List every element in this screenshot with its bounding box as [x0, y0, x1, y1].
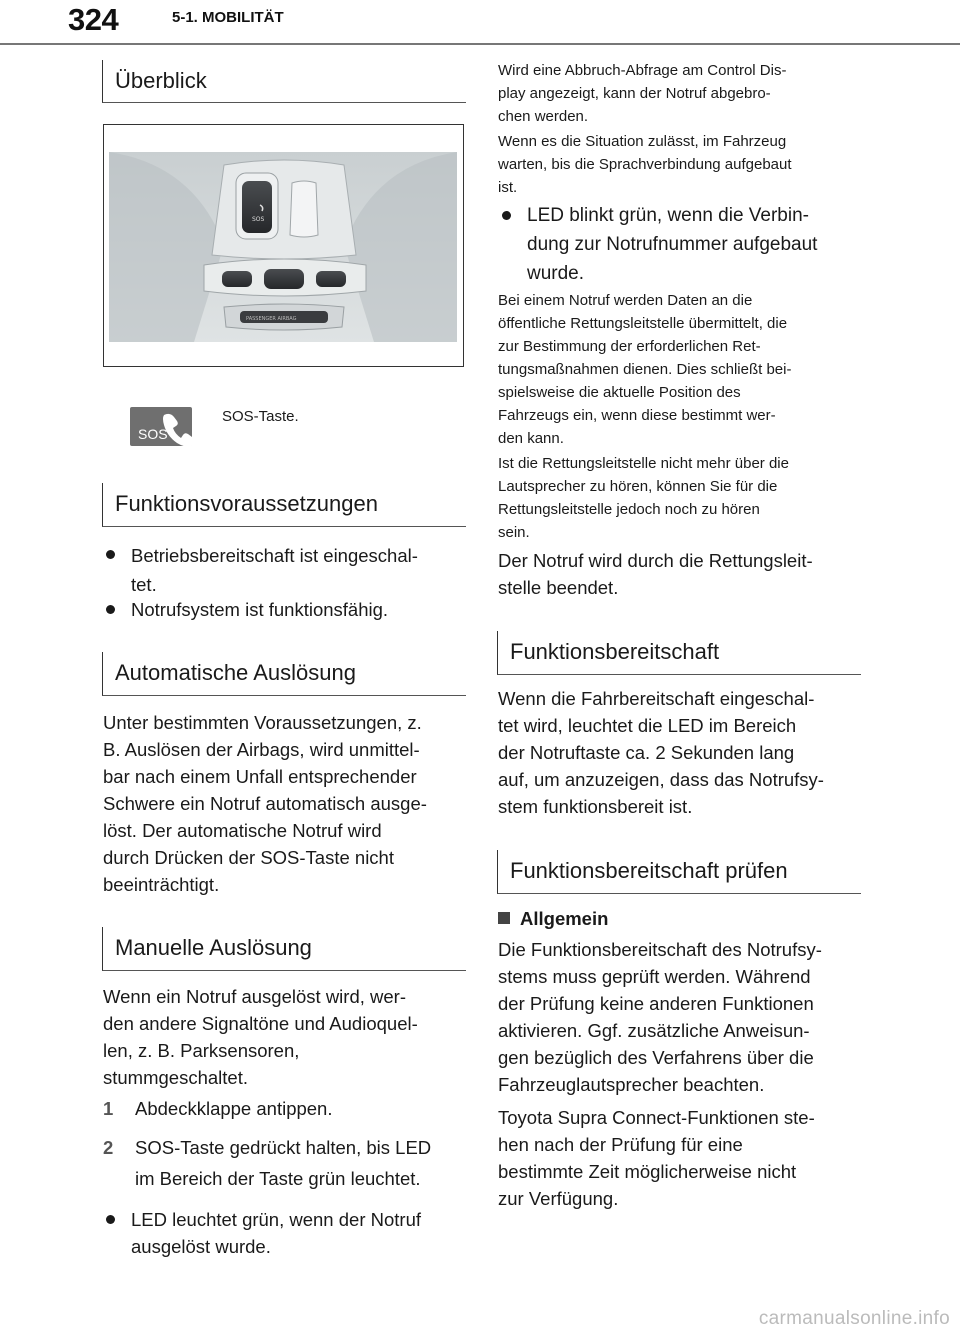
heading-requirements: [102, 483, 466, 527]
text-line: durch Drücken der SOS-Taste nicht: [103, 847, 394, 868]
text-line: Wenn ein Notruf ausgelöst wird, wer-: [103, 986, 406, 1007]
text-line: Die Funktionsbereitschaft des Notrufsy-: [498, 939, 822, 960]
manual-trigger-text: [103, 983, 418, 1091]
heading-overview: [102, 60, 466, 103]
heading-overview-label: Überblick: [115, 68, 207, 93]
heading-readiness: [497, 631, 861, 675]
step-2-line-1: SOS-Taste gedrückt halten, bis LED: [135, 1137, 432, 1158]
overhead-console-illustration: [103, 124, 464, 367]
overhead-console-image: [104, 125, 462, 365]
section-title: 5-1. MOBILITÄT: [172, 9, 284, 26]
heading-readiness-label: Funktionsbereitschaft: [510, 639, 720, 664]
text-line: den kann.: [498, 430, 564, 447]
svg-text:PASSENGER AIRBAG: PASSENGER AIRBAG: [246, 316, 297, 322]
text-line: Ist die Rettungsleitstelle nicht mehr über die: [498, 455, 789, 472]
sos-icon-label: SOS: [138, 426, 168, 442]
text-line: der Prüfung keine anderen Funktionen: [498, 993, 814, 1014]
text-line: Wenn es die Situation zulässt, im Fahrzeug: [498, 133, 787, 150]
text-line: beeinträchtigt.: [103, 874, 220, 895]
subheading-general: [498, 905, 608, 932]
text-line: Bei einem Notruf werden Daten an die: [498, 292, 753, 309]
text-line: Der Notruf wird durch die Rettungsleit-: [498, 550, 813, 571]
heading-manual-trigger: [102, 927, 466, 971]
step-2-line-2: im Bereich der Taste grün leuchtet.: [135, 1168, 421, 1189]
text-line: löst. Der automatische Notruf wird: [103, 820, 382, 841]
text-line: bestimmte Zeit möglicherweise nicht: [498, 1161, 797, 1182]
step-number: 2: [103, 1137, 114, 1158]
text-line: Schwere ein Notruf automatisch ausge-: [103, 793, 427, 814]
text-line: ist.: [498, 179, 518, 196]
text-line: B. Auslösen der Airbags, wird unmittel-: [103, 739, 420, 760]
text-line: Rettungsleitstelle jedoch noch zu hören: [498, 501, 760, 518]
text-line: Unter bestimmten Voraussetzungen, z.: [103, 712, 422, 733]
svg-text:SOS: SOS: [252, 216, 265, 223]
led-lit-line-1: LED leuchtet grün, wenn der Notruf: [131, 1209, 421, 1230]
text-line: gen bezüglich des Verfahrens über die: [498, 1047, 814, 1068]
connect-text: [498, 1104, 815, 1212]
heading-check-label: Funktionsbereitschaft prüfen: [510, 858, 788, 883]
led-blink-line-3: wurde.: [527, 263, 585, 284]
text-line: den andere Signaltöne und Audioquel-: [103, 1013, 418, 1034]
requirement-1-line-2: tet.: [131, 574, 157, 595]
text-line: der Notruftaste ca. 2 Sekunden lang: [498, 742, 795, 763]
speaker-text: [498, 452, 789, 544]
call-end-text: [498, 547, 813, 601]
text-line: Wird eine Abbruch-Abfrage am Control Dis-: [498, 62, 787, 79]
text-line: zur Verfügung.: [498, 1188, 619, 1209]
sos-caption: SOS-Taste.: [222, 408, 299, 425]
step-1-line-1: Abdeckklappe antippen.: [135, 1098, 333, 1119]
led-blink-line-1: LED blinkt grün, wenn die Verbin-: [527, 205, 809, 226]
watermark[interactable]: carmanualsonline.info: [758, 1308, 950, 1329]
requirement-2-line-1: Notrufsystem ist funktionsfähig.: [131, 599, 389, 620]
heading-readiness-check: [497, 850, 861, 894]
text-line: Fahrzeuglautsprecher beachten.: [498, 1074, 765, 1095]
text-line: len, z. B. Parksensoren,: [103, 1040, 300, 1061]
check-text: [498, 936, 822, 1098]
text-line: spielsweise die aktuelle Position des: [498, 384, 741, 401]
sos-button-icon: [130, 407, 192, 446]
text-line: tet wird, leuchtet die LED im Bereich: [498, 715, 797, 736]
text-line: öffentliche Rettungsleitstelle übermittelt, die: [498, 315, 788, 332]
text-line: stummgeschaltet.: [103, 1067, 248, 1088]
bullet-dot: [106, 550, 115, 559]
text-line: stems muss geprüft werden. Während: [498, 966, 811, 987]
led-blink-line-2: dung zur Notrufnummer aufgebaut: [527, 234, 818, 255]
emergency-data-text: [498, 289, 791, 450]
text-line: warten, bis die Sprachverbindung aufgebaut: [498, 156, 792, 173]
text-line: hen nach der Prüfung für eine: [498, 1134, 743, 1155]
text-line: Lautsprecher zu hören, können Sie für die: [498, 478, 778, 495]
text-line: sein.: [498, 524, 530, 541]
heading-manual-label: Manuelle Auslösung: [115, 935, 312, 960]
readiness-text: [498, 685, 824, 820]
header-rule: [0, 43, 960, 45]
square-bullet-icon: [498, 912, 510, 924]
page-number: 324: [68, 2, 119, 37]
bullet-dot: [502, 211, 511, 220]
text-line: stem funktionsbereit ist.: [498, 796, 693, 817]
text-line: play angezeigt, kann der Notruf abgebro-: [498, 85, 771, 102]
heading-requirements-label: Funktionsvoraussetzungen: [115, 491, 378, 516]
led-lit-line-2: ausgelöst wurde.: [131, 1236, 271, 1257]
text-line: zur Bestimmung der erforderlichen Ret-: [498, 338, 761, 355]
wait-text: [498, 130, 792, 199]
heading-auto-trigger: [102, 652, 466, 696]
text-line: auf, um anzuzeigen, dass das Notrufsy-: [498, 769, 824, 790]
auto-trigger-text: [103, 709, 427, 898]
text-line: chen werden.: [498, 108, 589, 125]
text-line: Toyota Supra Connect-Funktionen ste-: [498, 1107, 815, 1128]
requirement-1-line-1: Betriebsbereitschaft ist eingeschal-: [131, 545, 418, 566]
bullet-dot: [106, 605, 115, 614]
text-line: bar nach einem Unfall entsprechender: [103, 766, 417, 787]
subheading-general-label: Allgemein: [520, 908, 609, 929]
text-line: aktivieren. Ggf. zusätzliche Anweisun-: [498, 1020, 810, 1041]
abort-text: [498, 59, 786, 128]
heading-auto-label: Automatische Auslösung: [115, 660, 356, 685]
text-line: Wenn die Fahrbereitschaft eingeschal-: [498, 688, 815, 709]
text-line: tungsmaßnahmen dienen. Dies schließt bei-: [498, 361, 792, 378]
bullet-dot: [106, 1215, 115, 1224]
text-line: stelle beendet.: [498, 577, 619, 598]
step-number: 1: [103, 1098, 114, 1119]
text-line: Fahrzeugs ein, wenn diese bestimmt wer-: [498, 407, 776, 424]
